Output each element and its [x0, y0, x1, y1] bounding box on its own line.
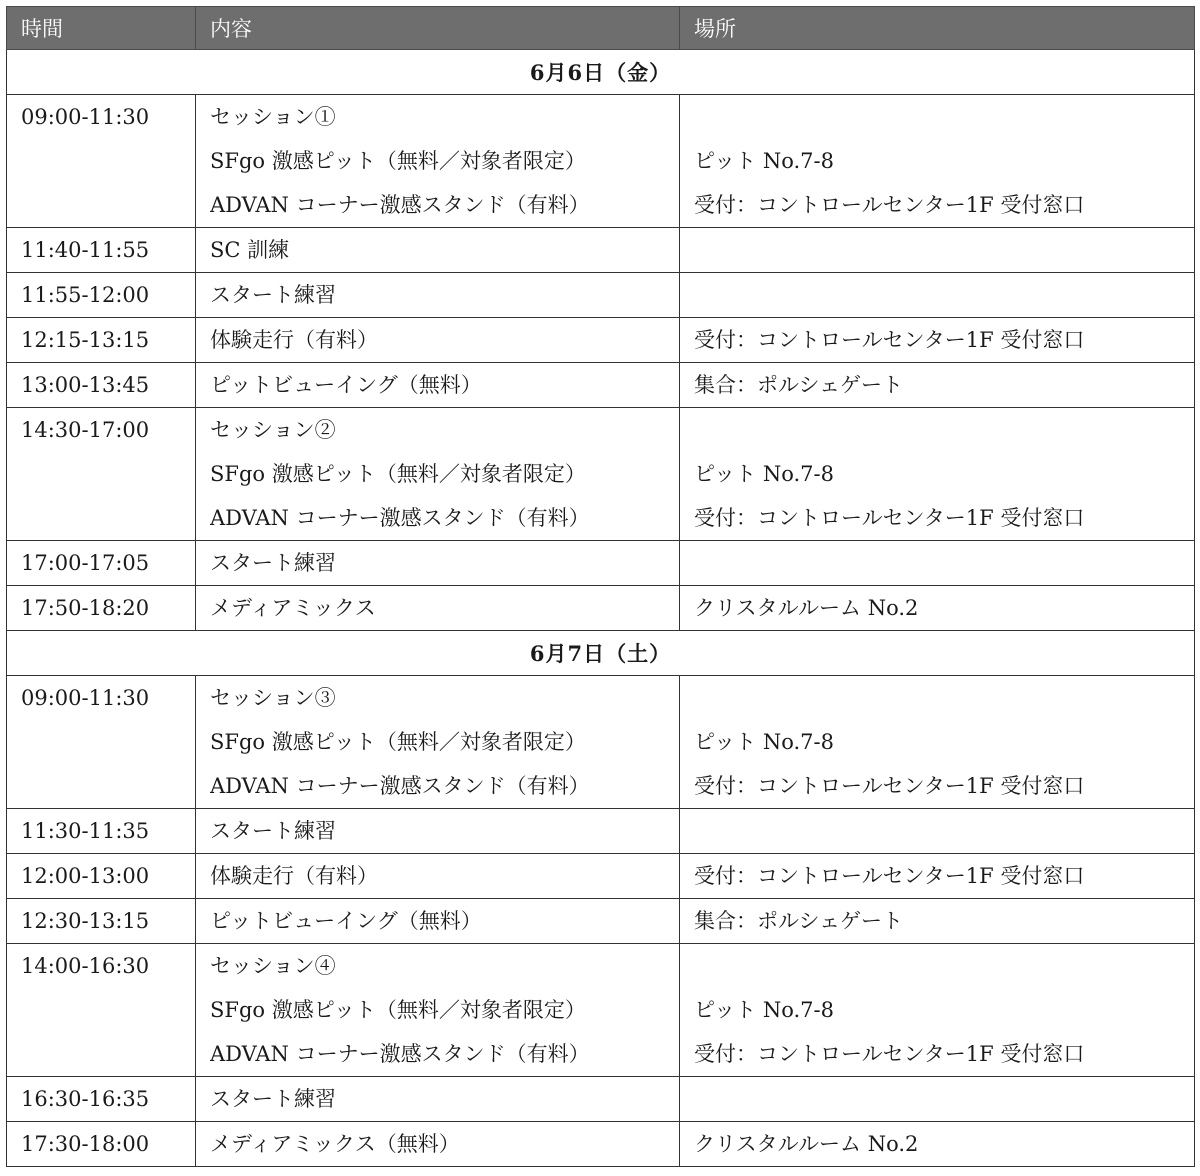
header-place: 場所 — [680, 7, 1195, 50]
content-cell — [196, 1077, 680, 1122]
time-cell — [7, 541, 196, 586]
content-line: セッション② — [210, 418, 336, 442]
place-line: 集合：ポルシェゲート — [694, 373, 904, 397]
place-line: 集合：ポルシェゲート — [694, 909, 904, 933]
place-cell — [680, 541, 1195, 586]
header-row — [7, 7, 1195, 50]
table-row — [7, 408, 1195, 541]
time-cell — [7, 1122, 196, 1167]
table-row — [7, 1077, 1195, 1122]
day-heading: 6月7日（土） — [7, 631, 1195, 676]
place-cell — [680, 1077, 1195, 1122]
table-row — [7, 676, 1195, 809]
content-cell — [196, 273, 680, 318]
header-time: 時間 — [7, 7, 196, 50]
content-cell — [196, 586, 680, 631]
place-cell — [680, 228, 1195, 273]
table-row — [7, 1122, 1195, 1167]
place-line — [694, 809, 1194, 853]
content-cell — [196, 541, 680, 586]
time-cell — [7, 854, 196, 899]
time-value: 16:30-16:35 — [21, 1087, 150, 1111]
place-line: クリスタルルーム No.2 — [694, 596, 919, 620]
table-row — [7, 318, 1195, 363]
time-value: 11:30-11:35 — [21, 819, 150, 843]
content-line: SFgo 激感ピット（無料／対象者限定） — [210, 149, 586, 173]
place-line — [694, 1077, 1194, 1121]
place-line: ピット No.7-8 — [694, 149, 834, 173]
time-cell — [7, 408, 196, 541]
content-line: SFgo 激感ピット（無料／対象者限定） — [210, 462, 586, 486]
content-line: SC 訓練 — [210, 238, 290, 262]
content-cell — [196, 854, 680, 899]
content-line: スタート練習 — [210, 819, 336, 843]
time-cell — [7, 676, 196, 809]
content-line: ピットビューイング（無料） — [210, 909, 482, 933]
day-row — [7, 631, 1195, 676]
content-line: 体験走行（有料） — [210, 864, 378, 888]
table-body — [7, 50, 1195, 1167]
time-value: 12:00-13:00 — [21, 864, 150, 888]
place-cell — [680, 1122, 1195, 1167]
content-line: スタート練習 — [210, 1087, 336, 1111]
place-line: 受付：コントロールセンター1F 受付窓口 — [694, 193, 1085, 217]
table-row — [7, 273, 1195, 318]
content-line: ADVAN コーナー激感スタンド（有料） — [210, 193, 590, 217]
place-line: 受付：コントロールセンター1F 受付窓口 — [694, 864, 1085, 888]
place-line — [694, 408, 1194, 452]
content-line: 体験走行（有料） — [210, 328, 378, 352]
place-cell — [680, 408, 1195, 541]
place-line — [694, 944, 1194, 988]
day-heading: 6月6日（金） — [7, 50, 1195, 95]
content-line: ADVAN コーナー激感スタンド（有料） — [210, 1042, 590, 1066]
table-row — [7, 899, 1195, 944]
content-cell — [196, 899, 680, 944]
time-value: 12:15-13:15 — [21, 328, 150, 352]
time-value: 17:50-18:20 — [21, 596, 150, 620]
place-cell — [680, 676, 1195, 809]
table-row — [7, 809, 1195, 854]
time-value: 09:00-11:30 — [21, 105, 150, 129]
content-cell — [196, 318, 680, 363]
schedule-container — [6, 6, 1195, 1167]
content-cell — [196, 676, 680, 809]
table-row — [7, 854, 1195, 899]
time-cell — [7, 363, 196, 408]
place-cell — [680, 809, 1195, 854]
place-line: 受付：コントロールセンター1F 受付窓口 — [694, 774, 1085, 798]
place-cell — [680, 318, 1195, 363]
place-line — [694, 676, 1194, 720]
table-row — [7, 363, 1195, 408]
table-row — [7, 95, 1195, 228]
place-line: ピット No.7-8 — [694, 998, 834, 1022]
place-line: 受付：コントロールセンター1F 受付窓口 — [694, 1042, 1085, 1066]
place-line: ピット No.7-8 — [694, 462, 834, 486]
content-cell — [196, 228, 680, 273]
place-line — [694, 228, 1194, 272]
time-value: 13:00-13:45 — [21, 373, 150, 397]
place-cell — [680, 363, 1195, 408]
content-line: メディアミックス — [210, 596, 376, 620]
place-line — [694, 541, 1194, 585]
time-cell — [7, 1077, 196, 1122]
time-cell — [7, 228, 196, 273]
time-value: 14:00-16:30 — [21, 954, 150, 978]
content-cell — [196, 95, 680, 228]
time-value: 17:30-18:00 — [21, 1132, 150, 1156]
time-value: 11:55-12:00 — [21, 283, 150, 307]
table-row — [7, 944, 1195, 1077]
schedule-table — [6, 6, 1195, 1167]
place-line: クリスタルルーム No.2 — [694, 1132, 919, 1156]
content-cell — [196, 809, 680, 854]
time-cell — [7, 273, 196, 318]
place-cell — [680, 899, 1195, 944]
time-value: 17:00-17:05 — [21, 551, 150, 575]
place-cell — [680, 854, 1195, 899]
content-line: SFgo 激感ピット（無料／対象者限定） — [210, 998, 586, 1022]
place-line: 受付：コントロールセンター1F 受付窓口 — [694, 328, 1085, 352]
place-cell — [680, 944, 1195, 1077]
content-line: セッション① — [210, 105, 336, 129]
time-cell — [7, 318, 196, 363]
time-cell — [7, 809, 196, 854]
content-line: セッション③ — [210, 686, 336, 710]
place-line: 受付：コントロールセンター1F 受付窓口 — [694, 506, 1085, 530]
header-content: 内容 — [196, 7, 680, 50]
time-value: 14:30-17:00 — [21, 418, 150, 442]
time-value: 11:40-11:55 — [21, 238, 150, 262]
time-cell — [7, 944, 196, 1077]
place-line — [694, 273, 1194, 317]
place-cell — [680, 273, 1195, 318]
day-row — [7, 50, 1195, 95]
content-line: メディアミックス（無料） — [210, 1132, 460, 1156]
time-cell — [7, 95, 196, 228]
table-row — [7, 228, 1195, 273]
content-line: スタート練習 — [210, 551, 336, 575]
place-cell — [680, 95, 1195, 228]
content-line: ピットビューイング（無料） — [210, 373, 482, 397]
content-line: SFgo 激感ピット（無料／対象者限定） — [210, 730, 586, 754]
content-line: ADVAN コーナー激感スタンド（有料） — [210, 506, 590, 530]
content-cell — [196, 408, 680, 541]
table-row — [7, 586, 1195, 631]
content-line: スタート練習 — [210, 283, 336, 307]
place-line: ピット No.7-8 — [694, 730, 834, 754]
table-row — [7, 541, 1195, 586]
place-line — [694, 95, 1194, 139]
table-header — [7, 7, 1195, 50]
content-cell — [196, 363, 680, 408]
time-cell — [7, 586, 196, 631]
content-cell — [196, 1122, 680, 1167]
time-value: 09:00-11:30 — [21, 686, 150, 710]
time-value: 12:30-13:15 — [21, 909, 150, 933]
place-cell — [680, 586, 1195, 631]
time-cell — [7, 899, 196, 944]
content-cell — [196, 944, 680, 1077]
content-line: ADVAN コーナー激感スタンド（有料） — [210, 774, 590, 798]
content-line: セッション④ — [210, 954, 336, 978]
